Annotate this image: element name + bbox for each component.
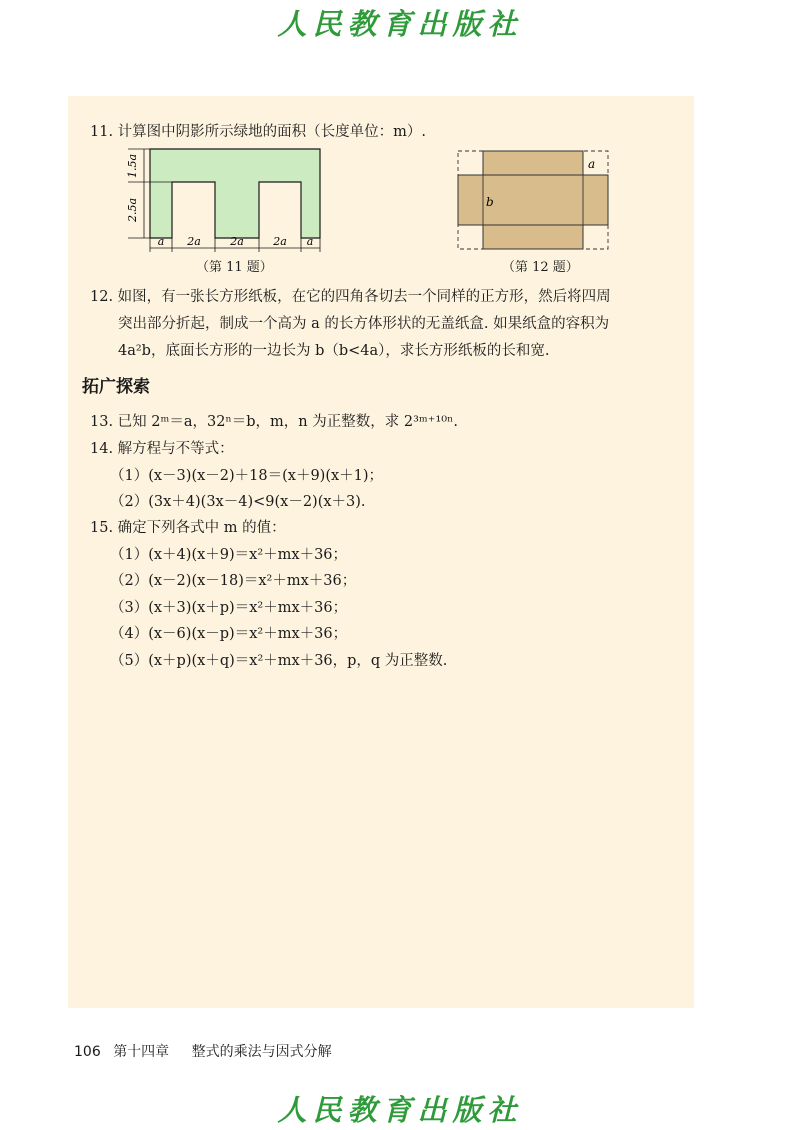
publisher-logo-bottom: 人民教育出版社: [277, 1093, 523, 1127]
figure-11-caption: （第 11 题）: [196, 260, 273, 275]
problem-number: 15.: [90, 520, 114, 536]
problem-number: 13.: [90, 414, 114, 430]
dim-1-5a: 1.5a: [126, 153, 139, 179]
section-title: 拓广探索: [82, 377, 150, 397]
dim-2-5a: 2.5a: [126, 197, 139, 223]
dim-bottom-2a-2: 2a: [230, 235, 244, 248]
page-number: 106: [74, 1044, 101, 1060]
label-a: a: [588, 157, 596, 171]
figure-12-caption: （第 12 题）: [502, 260, 579, 275]
problem-text: 计算图中阴影所示绿地的面积（长度单位：m）.: [117, 124, 427, 140]
cardboard-net: [458, 151, 608, 249]
dim-bottom-2a-3: 2a: [273, 235, 287, 248]
publisher-logo-top: 人民教育出版社: [277, 7, 523, 41]
label-b: b: [486, 195, 494, 209]
problem-text: 解方程与不等式：: [117, 441, 234, 457]
problem-text: 如图，有一张长方形纸板，在它的四角各切去一个同样的正方形，然后将四周: [117, 289, 611, 305]
problem-15: [90, 516, 286, 537]
problem-14-item-2: （2）(3x＋4)(3x－4)<9(x－2)(x＋3).: [110, 494, 366, 510]
problem-15-item-2: （2）(x－2)(x－18)＝x²＋mx＋36；: [110, 573, 357, 589]
problem-number: 11.: [90, 124, 114, 140]
problem-12-line3: 4a²b，底面长方形的一边长为 b（b<4a），求长方形纸板的长和宽.: [118, 343, 550, 359]
problem-11: [90, 120, 426, 141]
chapter-label: 第十四章: [113, 1044, 170, 1060]
problem-14-item-1: （1）(x－3)(x－2)＋18＝(x＋9)(x＋1)；: [110, 468, 384, 484]
problem-text: 已知 2ᵐ＝a，32ⁿ＝b，m，n 为正整数，求 2³ᵐ⁺¹⁰ⁿ.: [117, 414, 458, 430]
problem-15-item-1: （1）(x＋4)(x＋9)＝x²＋mx＋36；: [110, 547, 348, 563]
problem-15-item-3: （3）(x＋3)(x＋p)＝x²＋mx＋36；: [110, 600, 348, 616]
problem-12-line1: [90, 285, 611, 306]
problem-14: [90, 437, 234, 458]
page-footer: [74, 1041, 332, 1061]
figure-12: [455, 148, 611, 252]
problem-number: 14.: [90, 441, 114, 457]
chapter-title: 整式的乘法与因式分解: [191, 1044, 332, 1060]
dim-bottom-a-right: a: [306, 235, 314, 248]
problem-text: 确定下列各式中 m 的值：: [117, 520, 286, 536]
problem-15-item-5: （5）(x＋p)(x＋q)＝x²＋mx＋36，p，q 为正整数.: [110, 653, 448, 669]
green-area-shape: [150, 149, 320, 238]
figure-11: [118, 140, 338, 252]
dim-bottom-2a-1: 2a: [187, 235, 201, 248]
problem-12-line2: 突出部分折起，制成一个高为 a 的长方体形状的无盖纸盒. 如果纸盒的容积为: [118, 316, 610, 332]
problem-13: [90, 410, 458, 431]
dim-bottom-a-left: a: [157, 235, 165, 248]
problem-number: 12.: [90, 289, 114, 305]
problem-15-item-4: （4）(x－6)(x－p)＝x²＋mx＋36；: [110, 626, 348, 642]
